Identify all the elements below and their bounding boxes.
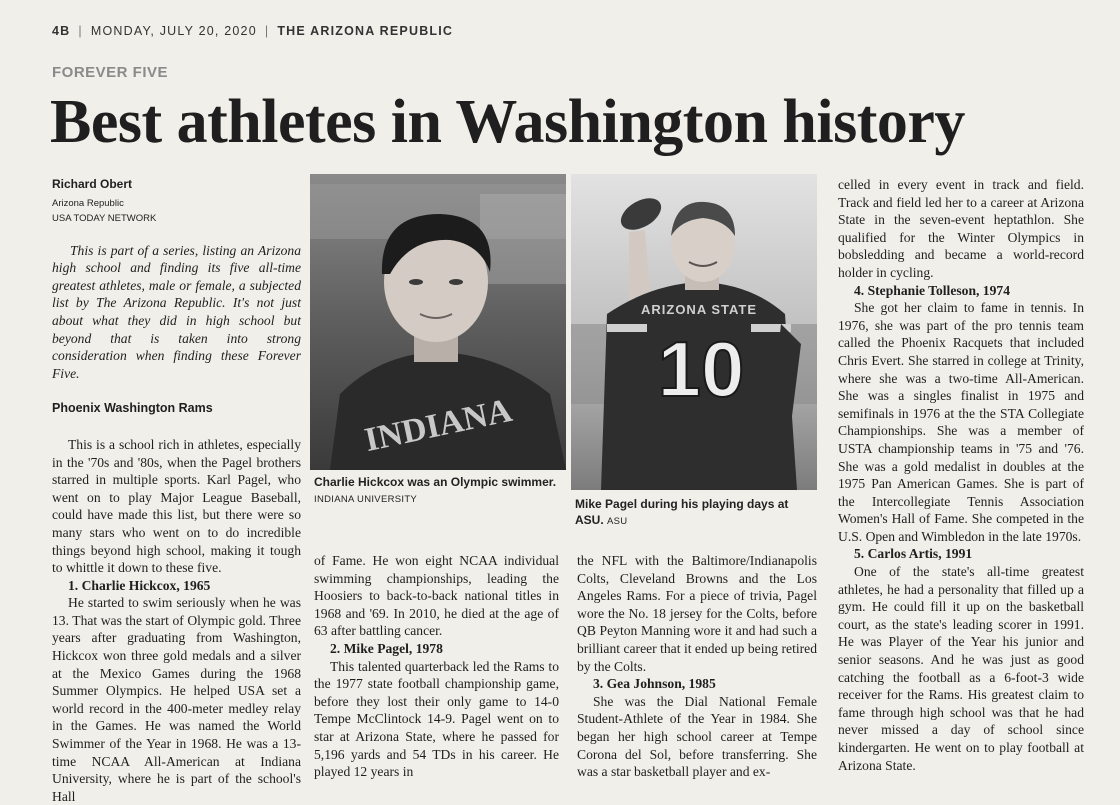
entry-heading-1: 1. Charlie Hickcox, 1965	[68, 577, 211, 593]
caption-text: Mike Pagel during his playing days at ASU.	[575, 497, 789, 527]
photo-charlie-hickcox	[310, 174, 566, 470]
photo-credit: ASU	[607, 516, 628, 527]
section-kicker: FOREVER FIVE	[52, 64, 169, 81]
article-paragraph: celled in every event in track and field. Track and field led her to a career at Arizona State in the seven-event heptathlon. She qualified for the Winter Olympics in bobsledding and became a world-record holder in cycling.	[838, 177, 1084, 280]
column-4	[838, 176, 1084, 774]
photo-credit: INDIANA UNIVERSITY	[314, 494, 418, 505]
byline-network: USA TODAY NETWORK	[52, 212, 157, 224]
page-number: 4B	[52, 24, 71, 38]
article-paragraph: This talented quarterback led the Rams to the 1977 state football championship game, before they lost their only game to 14-0 Tempe McClintock 14-9. Pagel went on to star at Arizona State, where he passed for 5,196 yards and 54 TDs in his career. He played 12 years in	[314, 658, 559, 780]
entry-heading-5: 5. Carlos Artis, 1991	[854, 546, 973, 562]
article-paragraph: He started to swim seriously when he was 13. That was the start of Olympic gold. Three years after graduating from Washington, Hickcox won three gold medals and a silver at the Mexico Games during the 1968 Summer Olympics. He helped USA set a world record in the 400-meter medley relay in the Games. He was named the World Swimmer of the Year in 1968. He was a 13-time NCAA All-American at Indiana University, where he is part of the school's Hall	[52, 595, 301, 804]
issue-date: MONDAY, JULY 20, 2020	[90, 24, 257, 38]
article-paragraph: the NFL with the Baltimore/Indianapolis Colts, Cleveland Browns and the Los Angeles Rams. For a piece of trivia, Pagel wore the No. 18 jersey for the Colts, before QB Peyton Manning wore it and had such a brilliant career that it ended up being retired by the Colts.	[577, 553, 817, 674]
headline: Best athletes in Washington history	[50, 88, 965, 156]
entry-heading-2: 2. Mike Pagel, 1978	[330, 640, 443, 656]
article-paragraph: of Fame. He won eight NCAA individual swimming championships, leading the Hoosiers to back-to-back national titles in 1968 and '69. In 2010, he died at the age of 63 after battling cancer.	[314, 553, 559, 639]
article-paragraph: She got her claim to fame in tennis. In 1976, she was part of the pro tennis team called the Phoenix Racquets that included Chris Evert. She starred in college at Trinity, where she was a two-time All-American. She was a singles finalist in 1975 and semifinals in 1976 at the the STA Collegiate Championships. She was a member of USTA championship teams in '75 and '76. She was a gold medalist in doubles at the 1975 Pan American Games. She is part of the Intercollegiate Tennis Association Women's Hall of Fame. She competed in the U.S. Open and Wimbledon in the late 1970s.	[838, 300, 1084, 544]
column-3	[577, 552, 817, 781]
caption-text: Charlie Hickcox was an Olympic swimmer.	[314, 475, 557, 489]
jersey-number: 10	[657, 325, 745, 413]
quarterback-portrait-image	[571, 174, 817, 490]
photo-mike-pagel	[571, 174, 817, 490]
column-2	[314, 552, 559, 781]
byline-author: Richard Obert	[52, 177, 133, 191]
series-intro: This is part of a series, listing an Arizona high school and finding its five all-time greatest athletes, male or female, a subjected list by The Arizona Republic. It's not just about what they did in high school but beyond that is taken into strong consideration when finding these Forever Five.	[52, 242, 301, 381]
page-folio: 4B | MONDAY, JULY 20, 2020 | THE ARIZONA REPUBLIC	[52, 24, 454, 38]
article-paragraph: This is a school rich in athletes, especially in the '70s and '80s, when the Pagel brothers starred in multiple sports. Karl Pagel, who went on to play Major League Baseball, could have made this list, but there were so many stars who went on to do incredible things beyond high school, making it tough to whittle it down to these five.	[52, 436, 301, 576]
photo-caption-hickcox	[314, 474, 564, 508]
article-paragraph: She was the Dial National Female Student-Athlete of the Year in 1984. She began her high school career at Tempe Corona del Sol, before transferring. She was a star basketball player and ex-	[577, 693, 817, 780]
jersey-lettering: ARIZONA STATE	[640, 302, 758, 317]
school-heading: Phoenix Washington Rams	[52, 401, 213, 416]
article-paragraph: One of the state's all-time greatest athletes, he had a personality that filled up a gym. He could fill it up on the basketball court, as the state's leading scorer in 1991. He was Player of the Year his junior and senior seasons. And he was just as good catching the football as a 6-foot-3 wide receiver for the Rams. His greatest claim to fame through high school was that he had never missed a day of school since kindergarten. He went on to play football at Arizona State.	[838, 564, 1084, 773]
byline-outlet: Arizona Republic	[52, 197, 124, 209]
entry-heading-4: 4. Stephanie Tolleson, 1974	[854, 282, 1010, 298]
photo-caption-pagel	[575, 496, 813, 530]
sweater-lettering: INDIANA	[361, 391, 516, 460]
column-1	[52, 176, 301, 805]
swimmer-portrait-image	[310, 174, 566, 470]
newspaper-name: THE ARIZONA REPUBLIC	[277, 24, 454, 38]
entry-heading-3: 3. Gea Johnson, 1985	[593, 676, 716, 692]
